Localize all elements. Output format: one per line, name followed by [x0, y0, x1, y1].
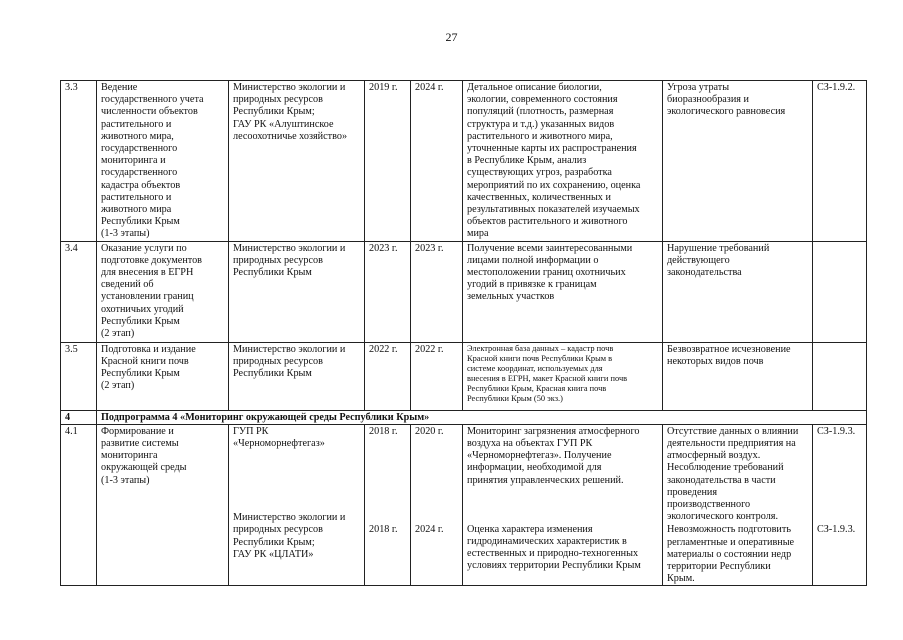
measure-name: Оказание услуги по подготовке документов для внесения в ЕГРН сведений об установлении границ охотничьих угодий Республики Крым (2 этап)	[97, 241, 229, 342]
expected-result	[463, 424, 663, 586]
expected-result-1: Мониторинг загрязнения атмосферного воздуха на объектах ГУП РК «Черноморнефтегаз». Получение информации, необходимой для принятия управленческих решений.	[467, 425, 640, 486]
risk-2: Невозможность подготовить регламентные и оперативные материалы о состоянии недр территории Республики Крым.	[667, 524, 795, 585]
code-1: СЗ-1.9.3.	[817, 425, 856, 437]
executor: Министерство экологии и природных ресурсов Республики Крым; ГАУ РК «Алуштинское лесоохотничье хозяйство»	[229, 81, 365, 242]
row-number: 3.5	[61, 342, 97, 410]
code	[813, 342, 867, 410]
expected-result-2: Оценка характера изменения гидродинамических характеристик в естественных и природно-техногенных условиях территории Республики Крым	[467, 523, 641, 572]
table-row	[61, 424, 867, 586]
table-row	[61, 342, 867, 410]
risk: Нарушение требований действующего законодательства	[663, 241, 813, 342]
row-number: 4.1	[61, 424, 97, 586]
expected-result: Детальное описание биологии, экологии, современного состояния популяций (плотность, размерная структура и т.д.) указанных видов растительного и животного мира, уточненные карты их распространения в Республике Крым, анализ существующих угроз, разработка мероприятий по их сохранению, оценка качественных, количественных и результативных показателей изучаемых объектов растительного и животного мира	[463, 81, 663, 242]
end-year: 2022 г.	[411, 342, 463, 410]
executor	[229, 424, 365, 586]
start-year: 2019 г.	[365, 81, 411, 242]
end-year: 2023 г.	[411, 241, 463, 342]
measures-table	[60, 80, 867, 586]
start-year-2: 2018 г.	[369, 524, 398, 536]
expected-result: Электронная база данных – кадастр почв Красной книги почв Республики Крым в системе координат, используемых для внесения в ЕГРН, макет Красной книги почв Республики Крым, Красная книга почв Республики Крым (50 экз.)	[463, 342, 663, 410]
subprogram-title: Подпрограмма 4 «Мониторинг окружающей среды Республики Крым»	[97, 410, 867, 424]
start-year	[365, 424, 411, 586]
risk: Угроза утраты биоразнообразия и экологического равновесия	[663, 81, 813, 242]
table-row	[61, 81, 867, 242]
subprogram-number: 4	[61, 410, 97, 424]
executor-1: ГУП РК «Черноморнефтегаз»	[233, 425, 325, 450]
expected-result: Получение всеми заинтересованными лицами полной информации о местоположении границ охотничьих угодий в привязке к границам земельных участков	[463, 241, 663, 342]
table-row	[61, 241, 867, 342]
executor-2: Министерство экологии и природных ресурсов Республики Крым; ГАУ РК «ЦЛАТИ»	[233, 512, 346, 560]
start-year-1: 2018 г.	[369, 425, 398, 437]
row-number: 3.4	[61, 241, 97, 342]
end-year-2: 2024 г.	[415, 524, 444, 536]
code-2: СЗ-1.9.3.	[817, 524, 856, 536]
start-year: 2022 г.	[365, 342, 411, 410]
measure-name: Ведение государственного учета численности объектов растительного и животного мира, государственного мониторинга и государственного кадастра объектов растительного и животного мира Республики Крым (1-3 этапы)	[97, 81, 229, 242]
risk-1: Отсутствие данных о влиянии деятельности предприятия на атмосферный воздух. Несоблюдение требований законодательства в части проведения производственного экологического контроля.	[667, 425, 799, 523]
code	[813, 241, 867, 342]
measure-name: Подготовка и издание Красной книги почв Республики Крым (2 этап)	[97, 342, 229, 410]
page-number: 27	[445, 30, 458, 44]
subprogram-row	[61, 410, 867, 424]
end-year	[411, 424, 463, 586]
code: СЗ-1.9.2.	[813, 81, 867, 242]
code	[813, 424, 867, 586]
end-year-1: 2020 г.	[415, 425, 444, 437]
row-number: 3.3	[61, 81, 97, 242]
risk: Безвозвратное исчезновение некоторых видов почв	[663, 342, 813, 410]
executor: Министерство экологии и природных ресурсов Республики Крым	[229, 241, 365, 342]
measure-name: Формирование и развитие системы мониторинга окружающей среды (1-3 этапы)	[97, 424, 229, 586]
start-year: 2023 г.	[365, 241, 411, 342]
end-year: 2024 г.	[411, 81, 463, 242]
risk	[663, 424, 813, 586]
executor: Министерство экологии и природных ресурсов Республики Крым	[229, 342, 365, 410]
